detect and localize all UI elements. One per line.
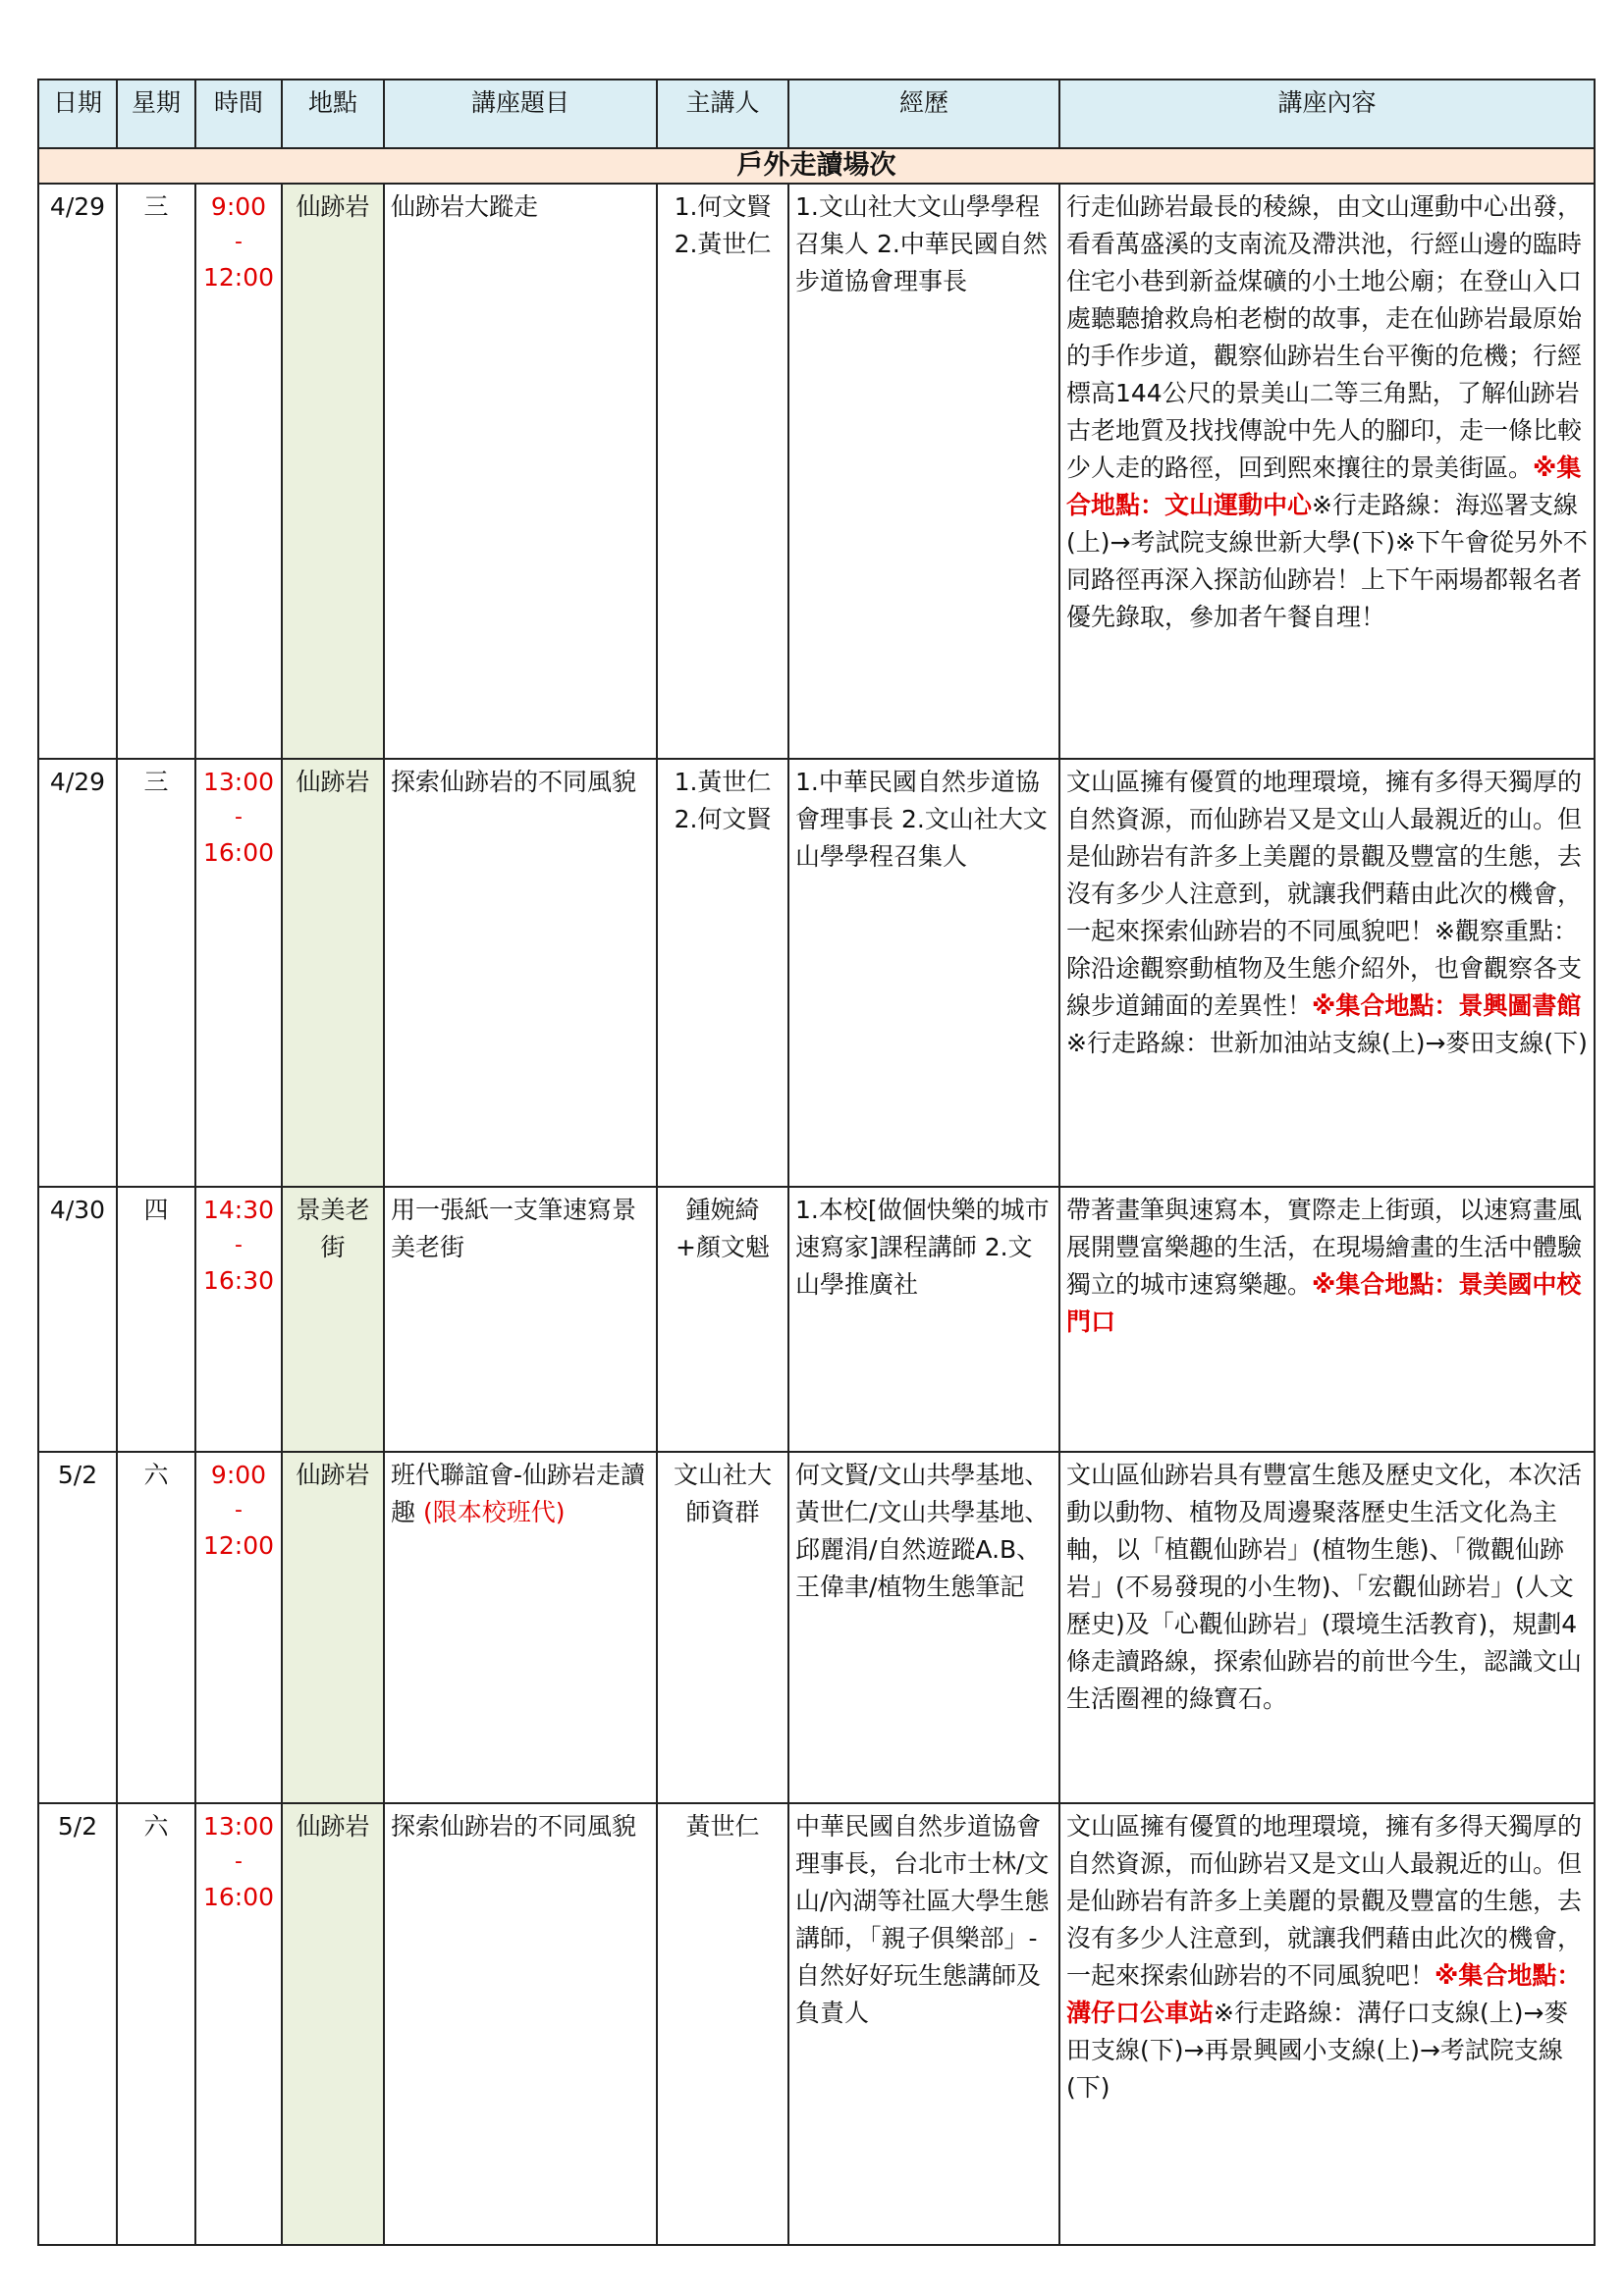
cell-date: 4/29 <box>38 759 117 1187</box>
cell-topic <box>384 184 657 759</box>
header-content: 講座內容 <box>1059 80 1595 148</box>
time-separator: - <box>235 1498 243 1522</box>
table-row <box>38 1803 1595 2245</box>
table-row <box>38 759 1595 1187</box>
cell-location: 仙跡岩 <box>282 1803 384 2245</box>
cell-day: 三 <box>117 759 195 1187</box>
cell-date: 4/29 <box>38 184 117 759</box>
cell-topic <box>384 1452 657 1803</box>
header-location: 地點 <box>282 80 384 148</box>
time-end: 16:30 <box>202 1266 275 1295</box>
table-row <box>38 1187 1595 1452</box>
schedule-table <box>37 79 1596 2246</box>
cell-day: 六 <box>117 1452 195 1803</box>
cell-content <box>1059 759 1595 1187</box>
cell-time <box>195 1452 282 1803</box>
header-time: 時間 <box>195 80 282 148</box>
cell-time <box>195 1803 282 2245</box>
cell-time <box>195 1187 282 1452</box>
cell-experience: 1.中華民國自然步道協會理事長 2.文山社大文山學學程召集人 <box>788 759 1059 1187</box>
content-main: 文山區擁有優質的地理環境，擁有多得天獨厚的自然資源，而仙跡岩又是文山人最親近的山。但是仙跡岩有許多上美麗的景觀及豐富的生態，去沒有多少人注意到，就讓我們藉由此次的機會，一起來探索仙跡岩的不同風貌吧！※觀察重點：除沿途觀察動植物及生態介紹外，也會觀察各支線步道鋪面的差異性！ <box>1066 768 1583 1020</box>
cell-speaker: 1.何文賢 2.黃世仁 <box>657 184 788 759</box>
content-main: 文山區仙跡岩具有豐富生態及歷史文化，本次活動以動物、植物及周邊聚落歷史生活文化為主軸，以「植觀仙跡岩」(植物生態)、「微觀仙跡岩」(不易發現的小生物)、「宏觀仙跡岩」(人文歷史)及「心觀仙跡岩」(環境生活教育)，規劃4條走讀路線，探索仙跡岩的前世今生，認識文山生活圈裡的綠寶石。 <box>1066 1461 1583 1713</box>
content-route: ※行走路線：海巡署支線(上)→考試院支線世新大學(下)※下午會從另外不同路徑再深入探訪仙跡岩！上下午兩場都報名者優先錄取，參加者午餐自理！ <box>1066 491 1588 631</box>
content-main: 帶著畫筆與速寫本，實際走上街頭，以速寫畫風展開豐富樂趣的生活，在現場繪畫的生活中體驗獨立的城市速寫樂趣。 <box>1066 1196 1583 1299</box>
time-start: 9:00 <box>210 1461 267 1489</box>
header-speaker: 主講人 <box>657 80 788 148</box>
time-start: 13:00 <box>202 768 275 796</box>
content-meeting-point: ※集合地點：景興圖書館 <box>1312 991 1582 1020</box>
cell-date: 5/2 <box>38 1803 117 2245</box>
content-route: ※行走路線：溝仔口支線(上)→麥田支線(下)→再景興國小支線(上)→考試院支線(下) <box>1066 1999 1569 2102</box>
content-main: 文山區擁有優質的地理環境，擁有多得天獨厚的自然資源，而仙跡岩又是文山人最親近的山。但是仙跡岩有許多上美麗的景觀及豐富的生態，去沒有多少人注意到，就讓我們藉由此次的機會，一起來探索仙跡岩的不同風貌吧！ <box>1066 1812 1583 1990</box>
time-separator: - <box>235 1233 243 1257</box>
cell-time <box>195 759 282 1187</box>
topic-text: 探索仙跡岩的不同風貌 <box>391 1812 637 1841</box>
header-date: 日期 <box>38 80 117 148</box>
cell-location: 仙跡岩 <box>282 184 384 759</box>
time-end: 16:00 <box>202 838 275 867</box>
time-separator: - <box>235 1849 243 1874</box>
cell-speaker: 鍾婉綺+顏文魁 <box>657 1187 788 1452</box>
topic-text: 用一張紙一支筆速寫景美老街 <box>391 1196 637 1261</box>
time-end: 12:00 <box>202 1531 275 1560</box>
cell-location: 景美老街 <box>282 1187 384 1452</box>
cell-experience: 何文賢/文山共學基地、黃世仁/文山共學基地、邱麗涓/自然遊蹤A.B、王偉聿/植物生態筆記 <box>788 1452 1059 1803</box>
time-end: 16:00 <box>202 1883 275 1911</box>
cell-content <box>1059 184 1595 759</box>
cell-content <box>1059 1452 1595 1803</box>
cell-day: 三 <box>117 184 195 759</box>
cell-location: 仙跡岩 <box>282 759 384 1187</box>
cell-date: 5/2 <box>38 1452 117 1803</box>
cell-speaker: 黃世仁 <box>657 1803 788 2245</box>
content-route: ※行走路線：世新加油站支線(上)→麥田支線(下) <box>1066 1029 1588 1057</box>
cell-topic <box>384 759 657 1187</box>
time-start: 9:00 <box>210 192 267 221</box>
time-start: 14:30 <box>202 1196 275 1224</box>
content-meeting-point: ※集合地點：景美國中校門口 <box>1066 1270 1582 1336</box>
cell-content <box>1059 1187 1595 1452</box>
content-meeting-point: ※集合地點：文山運動中心 <box>1066 454 1582 519</box>
section-row <box>38 148 1595 184</box>
cell-topic <box>384 1187 657 1452</box>
table-row <box>38 184 1595 759</box>
topic-text: 探索仙跡岩的不同風貌 <box>391 768 637 796</box>
header-experience: 經歷 <box>788 80 1059 148</box>
section-title: 戶外走讀場次 <box>38 148 1595 184</box>
time-start: 13:00 <box>202 1812 275 1841</box>
header-topic: 講座題目 <box>384 80 657 148</box>
header-day: 星期 <box>117 80 195 148</box>
time-separator: - <box>235 805 243 829</box>
header-row <box>38 80 1595 148</box>
topic-note: (限本校班代) <box>422 1498 566 1526</box>
topic-text: 仙跡岩大蹤走 <box>391 192 539 221</box>
topic-text: 班代聯誼會-仙跡岩走讀趣 <box>391 1461 646 1526</box>
cell-content <box>1059 1803 1595 2245</box>
time-end: 12:00 <box>202 263 275 292</box>
cell-speaker: 文山社大師資群 <box>657 1452 788 1803</box>
cell-experience: 中華民國自然步道協會理事長，台北市士林/文山/內湖等社區大學生態講師，「親子俱樂部」-自然好好玩生態講師及負責人 <box>788 1803 1059 2245</box>
cell-speaker: 1.黃世仁 2.何文賢 <box>657 759 788 1187</box>
table-row <box>38 1452 1595 1803</box>
cell-experience: 1.本校[做個快樂的城市速寫家]課程講師 2.文山學推廣社 <box>788 1187 1059 1452</box>
cell-day: 四 <box>117 1187 195 1452</box>
cell-date: 4/30 <box>38 1187 117 1452</box>
time-separator: - <box>235 230 243 254</box>
cell-topic <box>384 1803 657 2245</box>
content-main: 行走仙跡岩最長的稜線，由文山運動中心出發，看看萬盛溪的支南流及滯洪池，行經山邊的臨時住宅小巷到新益煤礦的小土地公廟；在登山入口處聽聽搶救烏桕老樹的故事，走在仙跡岩最原始的手作步道，觀察仙跡岩生台平衡的危機；行經標高144公尺的景美山二等三角點，了解仙跡岩古老地質及找找傳說中先人的腳印，走一條比較少人走的路徑，回到熙來攘往的景美街區。 <box>1066 192 1583 482</box>
content-meeting-point: ※集合地點：溝仔口公車站 <box>1066 1961 1582 2027</box>
cell-experience: 1.文山社大文山學學程召集人 2.中華民國自然步道協會理事長 <box>788 184 1059 759</box>
cell-location: 仙跡岩 <box>282 1452 384 1803</box>
cell-day: 六 <box>117 1803 195 2245</box>
cell-time <box>195 184 282 759</box>
